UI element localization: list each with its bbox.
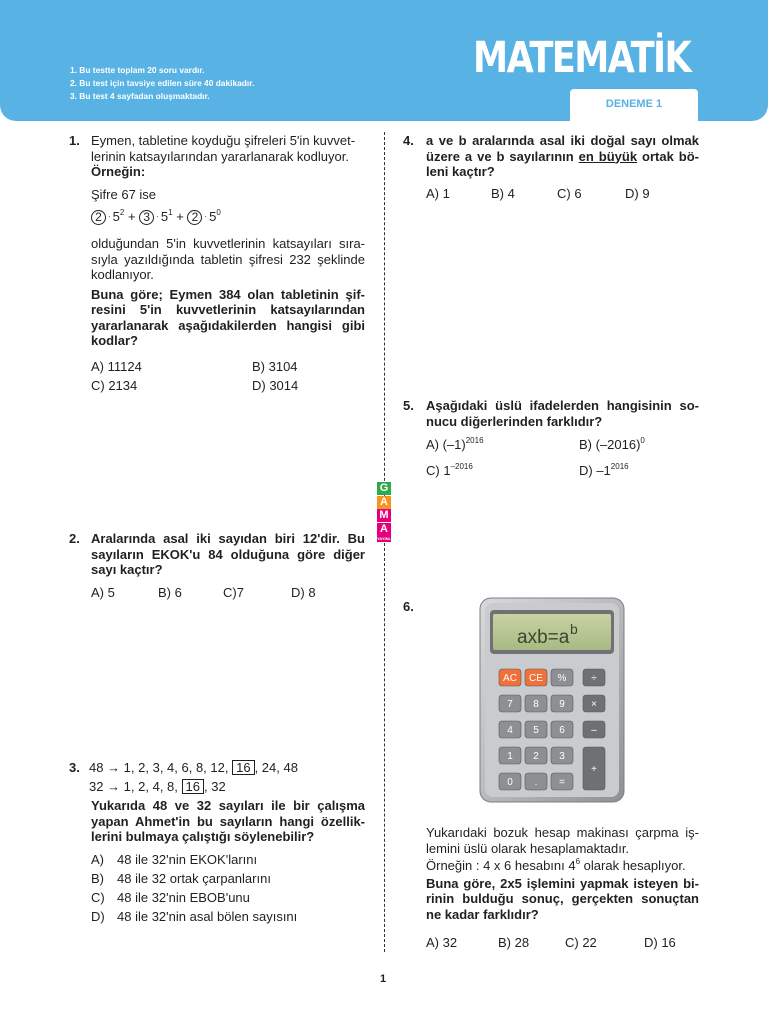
calculator-key-label: 3 [559,751,565,762]
base: 5 [160,209,169,224]
option-a[interactable] [91,852,258,868]
description: Yukarıdaki bozuk hesap makinası çarpma iş-lemini üslü olarak hesaplamaktadır. [426,825,699,856]
question-number: 3. [69,760,80,775]
option-b[interactable]: B) 6 [158,585,182,600]
calculator-key-label: 0 [507,777,513,788]
exponent: 1 [168,208,173,217]
question-text: Buna göre; Eymen 384 olan tabletinin şif-resini 5'in kuvvetlerinin katsayılarından yararlanarak aşağıdakilerden hangisi gibi kodlar? [91,286,365,348]
test-info [70,64,254,103]
question-number: 5. [403,398,414,413]
logo-subtitle: YAYINLARI [377,536,398,541]
option-a[interactable]: A) 5 [91,585,115,600]
example-text [426,858,699,874]
option-letter: A) [91,852,104,867]
info-line: 2. Bu test için tavsiye edilen süre 40 dakikadır. [70,78,255,88]
exponent: 6 [575,857,581,866]
question-number: 4. [403,133,414,148]
question-body [89,760,365,845]
exponent: 0 [216,208,221,217]
option-a[interactable]: A) 32 [426,935,458,950]
option-b[interactable] [91,871,271,887]
question-text: Buna göre, 2x5 işlemini yapmak isteyen bi-rinin bulduğu sonuç, gerçekten sonuçtan ne kadar farklıdır? [426,875,699,922]
option-c[interactable] [426,463,473,479]
calculator-key-label: 9 [559,699,565,710]
question-text: Aşağıdaki üslü ifadelerden hangisinin so-nucu diğerlerinden farklıdır? [426,398,699,429]
option-exponent: 2016 [465,436,484,445]
option-text: 48 ile 32 ortak çarpanlarını [117,871,271,886]
option-d[interactable]: D) 8 [291,585,316,600]
question-3 [69,760,365,930]
intro-line: lerinin katsayılarından yararlanarak kodluyor. [91,148,349,164]
coefficient-circle: 3 [139,210,154,225]
option-base: C) 1 [426,463,451,478]
logo-letter: M [377,509,391,522]
calculator-key-label: 5 [533,725,539,736]
calculator-key-label: CE [529,673,543,684]
question-2 [69,531,365,611]
header-banner [0,0,768,121]
calculator-key-label: 8 [533,699,539,710]
display-text: axb=a [517,627,570,648]
example-expression: $2 \cdot 5^2 + 3 \cdot 5^1 + 2 \cdot 5^0$ [91,209,365,227]
option-c[interactable]: C) 22 [565,935,597,950]
option-d[interactable]: D) 16 [644,935,676,950]
underlined-phrase: en büyük [578,148,638,164]
logo-letter: G [377,482,391,495]
calculator-key-label: . [534,777,538,788]
example-part: olarak hesaplıyor. [580,858,686,873]
option-base: A) (–1) [426,437,466,452]
option-b[interactable] [579,437,645,453]
option-b[interactable]: B) 4 [491,186,515,201]
divisor-list: 48 → 1, 2, 3, 4, 6, 8, 12, [89,760,229,775]
calculator-key-label: 7 [507,699,513,710]
info-line: 1. Bu testte toplam 20 soru vardır. [70,65,205,75]
question-4 [403,133,699,203]
question-number: 2. [69,531,80,546]
publisher-logo [377,482,398,543]
divisor-list: , 32 [203,779,226,794]
option-c[interactable]: C)7 [223,585,244,600]
calculator-key-label: = [559,777,565,788]
question-text [426,133,699,180]
example-label: Örneğin: [91,164,146,179]
calculator-key-label: 6 [559,725,565,736]
option-text: 48 ile 32'nin asal bölen sayısını [117,909,298,924]
calculator-key-label: ÷ [591,673,597,684]
boxed-number: 16 [182,779,204,794]
page-number: 1 [380,973,387,985]
option-text: 48 ile 32'nin EKOK'larını [117,852,258,867]
divisor-list: , 24, 48 [254,760,298,775]
exponent: 2 [119,208,125,217]
question-body [91,133,365,349]
info-line: 3. Bu test 4 sayfadan oluşmaktadır. [70,91,210,101]
calculator-key-label: AC [503,673,517,684]
question-6 [403,599,423,615]
question-number: 1. [69,133,80,148]
calculator-key-label: + [591,764,597,775]
divisor-list: 32 → 1, 2, 4, 8, [89,779,178,794]
base: 5 [209,209,217,224]
option-b[interactable]: B) 28 [498,935,530,950]
logo-letter: A [377,523,391,536]
question-part: a ve b aralarında asal iki doğal sayı olmak üzere a ve b sayılarının [426,133,699,164]
coefficient-circle: 2 [91,210,106,225]
subject-title: MATEMATİK [473,33,691,83]
option-c[interactable]: C) 2134 [91,378,138,393]
option-letter: C) [91,890,105,905]
divisor-row [89,779,365,798]
plus-sign: + [176,209,184,224]
description: olduğundan 5'in kuvvetlerinin katsayıları sıra-sıyla yazıldığında tabletin şifresi 232 şeklinde kodlanıyor. [91,236,365,282]
boxed-number: 16 [232,760,254,775]
option-d[interactable] [91,909,298,925]
question-text: Aralarında asal iki sayıdan biri 12'dir. Bu sayıların EKOK'u 84 olduğuna göre diğer sayı kaçtır? [91,531,365,577]
display-exponent: b [570,621,578,637]
calculator-key-label: – [591,725,597,736]
option-c[interactable] [91,890,250,906]
coefficient-circle: 2 [187,210,202,225]
question-5 [403,398,699,483]
example-part: Örneğin : 4 x 6 hesabını 4 [426,858,576,873]
logo-letter: A [377,496,391,509]
option-letter: D) [91,909,105,924]
option-c[interactable]: C) 6 [557,186,582,201]
option-text: 48 ile 32'nin EBOB'unu [117,890,250,905]
calculator-image [479,597,625,803]
option-letter: B) [91,871,104,886]
option-d[interactable]: D) 3014 [252,378,299,393]
question-part: ortak bö-leni kaçtır? [426,148,699,179]
option-b[interactable]: B) 3104 [252,359,298,374]
option-d[interactable]: D) 9 [625,186,650,201]
calculator-key-label: 1 [507,751,513,762]
option-d[interactable] [579,463,629,479]
divisor-row [89,760,365,779]
question-text: Yukarıda 48 ve 32 sayıları ile bir çalışma yapan Ahmet'in bu sayıların hangi özellik-lerini bulmaya çalıştığı söylenebilir? [91,798,365,844]
question-6-body [426,825,699,965]
option-exponent: 2016 [610,462,629,471]
option-exponent: 0 [640,436,645,445]
calculator-key-label: 2 [533,751,539,762]
calculator-key-label: % [557,673,567,684]
intro-line: Eymen, tabletine koyduğu şifreleri 5'in kuvvet- [91,133,356,148]
plus-sign: + [127,209,136,224]
question-1 [69,133,365,393]
option-base: D) –1 [579,463,611,478]
calculator-key-label: × [591,699,597,710]
option-exponent: –2016 [450,462,473,471]
option-a[interactable]: A) 11124 [91,359,142,374]
option-a[interactable]: A) 1 [426,186,450,201]
exam-tab: DENEME 1 [570,89,698,121]
calculator-key-label: 4 [507,725,513,736]
option-a[interactable] [426,437,484,453]
question-number: 6. [403,599,414,614]
base: 5 [112,209,120,224]
option-base: B) (–2016) [579,437,641,452]
example-text: Şifre 67 ise [91,186,157,202]
